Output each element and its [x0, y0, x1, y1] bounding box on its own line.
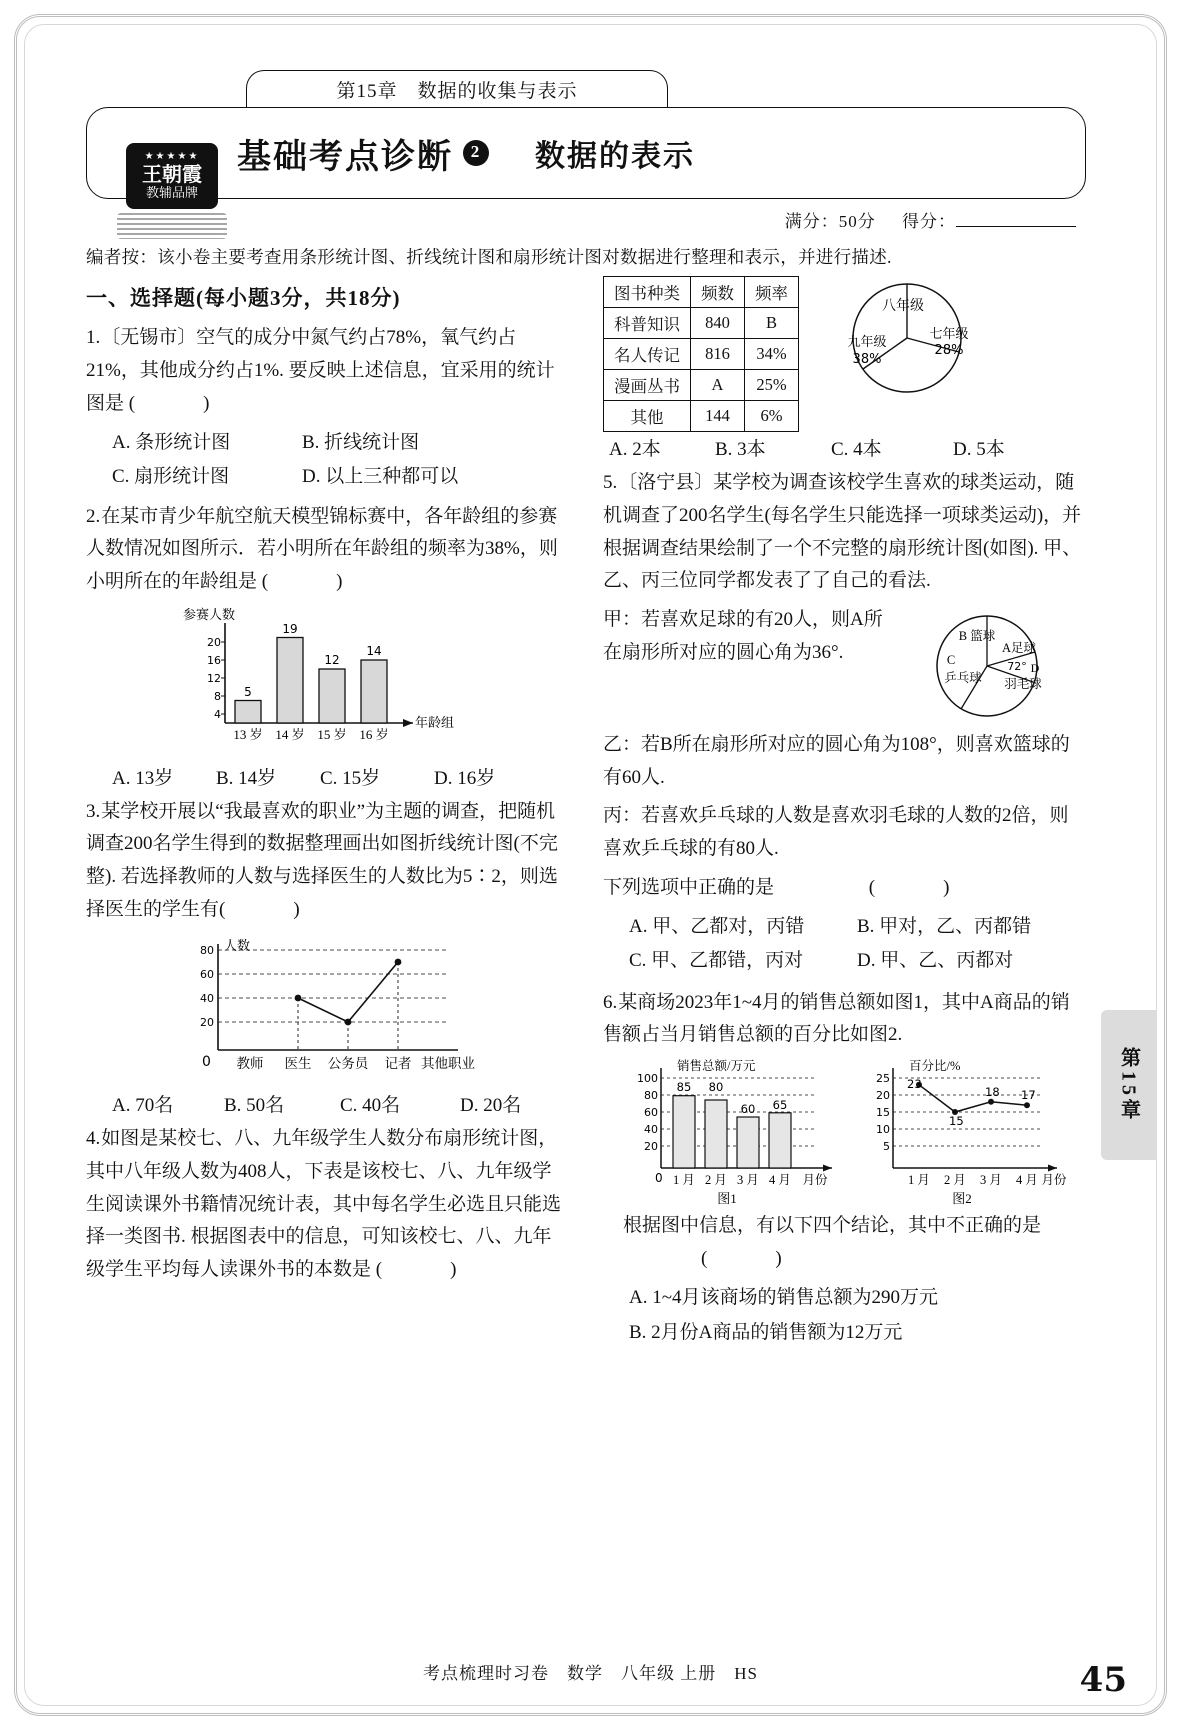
svg-text:8: 8 [213, 689, 221, 703]
svg-text:60: 60 [199, 968, 214, 982]
question-6-choices [603, 1281, 1086, 1349]
svg-text:10: 10 [876, 1123, 890, 1137]
table-cell-2-2: 25% [745, 370, 799, 401]
question-3-choice-c[interactable]: C. 40名 [340, 1095, 401, 1117]
pie-chart-grades [811, 276, 1006, 406]
question-3-choice-b[interactable]: B. 50名 [224, 1095, 285, 1117]
svg-text:医生: 医生 [284, 1056, 311, 1072]
question-5-line-1: 甲：若喜欢足球的有20人，则A所在扇形所对应的圆心角为36°. [603, 608, 883, 663]
page-title-number: 2 [463, 140, 489, 166]
table-cell-1-2: 34% [745, 339, 799, 370]
question-6-text: 某商场2023年1~4月的销售总额如图1，其中A商品的销售额占当月销售总额的百分比如图2. [603, 991, 1070, 1046]
bar-chart-q2 [163, 605, 493, 755]
score-full: 满分：50分 [784, 212, 876, 231]
svg-text:28%: 28% [934, 343, 964, 359]
svg-text:80: 80 [199, 944, 214, 958]
svg-text:18: 18 [985, 1085, 1000, 1100]
svg-text:12: 12 [323, 652, 340, 667]
svg-text:60: 60 [644, 1106, 658, 1120]
question-4-choice-d[interactable]: D. 5本 [953, 439, 1005, 461]
table-cell-1-0: 名人传记 [604, 339, 691, 370]
svg-text:23: 23 [907, 1077, 922, 1092]
left-column [86, 276, 569, 1349]
svg-text:13 岁: 13 岁 [232, 726, 263, 742]
table-cell-0-0: 科普知识 [604, 308, 691, 339]
question-2-choices [86, 763, 569, 790]
table-header-2: 频率 [745, 277, 799, 308]
brand-sub: 教辅品牌 [145, 184, 198, 200]
svg-text:15 岁: 15 岁 [316, 726, 347, 742]
svg-text:19: 19 [281, 621, 298, 636]
editor-note: 编者按：该小卷主要考查用条形统计图、折线统计图和扇形统计图对数据进行整理和表示，并进行描述. [86, 247, 892, 267]
svg-text:60: 60 [740, 1102, 756, 1117]
svg-text:年龄组: 年龄组 [414, 714, 454, 730]
score-get-label: 得分： [902, 212, 956, 231]
table-row [604, 401, 799, 432]
svg-text:80: 80 [644, 1089, 658, 1103]
page-title [237, 129, 695, 178]
question-5-choices [603, 910, 1086, 978]
question-5-line-4 [603, 872, 1086, 905]
table-cell-1-1: 816 [691, 339, 745, 370]
brand-badge [107, 136, 237, 246]
question-3-text: 某学校开展以“我最喜欢的职业”为主题的调查，把随机调查200名学生得到的数据整理画出如图折线统计图(不完整). 若选择教师的人数与选择医生的人数比为5∶2，则选择医生的学生有 [86, 800, 558, 920]
svg-text:乒乓球: 乒乓球 [944, 670, 982, 685]
figure-q4-group [603, 276, 1086, 432]
table-header-row [604, 277, 799, 308]
question-6-choice-b[interactable]: B. 2月份A商品的销售额为12万元 [629, 1321, 903, 1343]
title-bar [86, 107, 1086, 199]
worksheet [86, 70, 1086, 1350]
figure-q2-bar-chart [86, 605, 569, 755]
question-3-choice-d[interactable]: D. 20名 [460, 1095, 522, 1117]
question-1-choice-d[interactable]: D. 以上三种都可以 [302, 466, 459, 488]
question-5-text: 某学校为调查该校学生喜欢的球类运动，随机调查了200名学生(每名学生只能选择一项球类运动)，并根据调查结果绘制了一个不完整的扇形统计图(如图). 甲、乙、丙三位同学都发表了了自己的看法. [603, 472, 1082, 592]
line-chart-percentage [857, 1058, 1072, 1208]
page-number: 45 [1079, 1660, 1127, 1700]
svg-text:14 岁: 14 岁 [274, 726, 305, 742]
question-6-number: 6. [603, 991, 618, 1013]
question-2-choice-b[interactable]: B. 14岁 [216, 767, 277, 789]
svg-text:20: 20 [876, 1089, 890, 1103]
svg-text:17: 17 [1021, 1088, 1036, 1103]
svg-text:2 月: 2 月 [705, 1173, 727, 1188]
svg-text:销售总额/万元: 销售总额/万元 [677, 1059, 756, 1074]
svg-text:40: 40 [644, 1123, 658, 1137]
right-column [603, 276, 1086, 1349]
table-cell-3-1: 144 [691, 401, 745, 432]
question-1-choice-c[interactable]: C. 扇形统计图 [112, 466, 230, 488]
brand-stars: ★★★★★ [144, 151, 200, 163]
question-4 [86, 1123, 569, 1286]
figure-q3-line-chart [86, 932, 569, 1082]
page-subtitle: 数据的表示 [535, 140, 695, 173]
question-5-choice-d[interactable]: D. 甲、乙、丙都对 [857, 950, 1014, 972]
question-2-answer-blank[interactable]: ( ) [261, 570, 353, 592]
question-5-line-4-text: 下列选项中正确的是 [603, 876, 775, 898]
question-3-answer-blank[interactable]: ( ) [219, 898, 310, 920]
svg-text:20: 20 [206, 635, 221, 649]
question-2-number: 2. [86, 505, 101, 527]
question-2-choice-d[interactable]: D. 16岁 [434, 767, 496, 789]
page-footer: 考点梳理时习卷 数学 八年级 上册 HS [423, 1664, 758, 1683]
question-5-choice-b[interactable]: B. 甲对，乙、丙都错 [857, 916, 1032, 938]
brand-seal [126, 143, 218, 209]
question-1-answer-blank[interactable]: ( ) [128, 392, 220, 414]
svg-text:38%: 38% [852, 352, 882, 368]
question-5-answer-blank[interactable]: ( ) [868, 876, 960, 898]
question-2 [86, 501, 569, 599]
question-3 [86, 796, 569, 927]
question-4-choices [603, 434, 1086, 461]
score-get-blank[interactable] [956, 226, 1076, 227]
question-5-line-3: 丙：若喜欢乒乓球的人数是喜欢羽毛球的人数的2倍，则喜欢乒乓球的有80人. [603, 805, 1069, 859]
svg-text:100: 100 [637, 1072, 658, 1086]
svg-text:16: 16 [206, 653, 221, 667]
svg-text:图1: 图1 [717, 1191, 737, 1207]
question-5 [603, 467, 1086, 598]
book-table [603, 276, 799, 432]
question-4-choice-b[interactable]: B. 3本 [715, 439, 766, 461]
table-cell-3-2: 6% [745, 401, 799, 432]
question-2-choice-c[interactable]: C. 15岁 [320, 767, 381, 789]
question-5-choice-a[interactable]: A. 甲、乙都对，丙错 [629, 916, 805, 938]
svg-text:人数: 人数 [223, 938, 250, 954]
svg-text:15: 15 [876, 1106, 890, 1120]
svg-text:4 月: 4 月 [769, 1173, 791, 1188]
question-1-text: 空气的成分中氮气约占78%，氧气约占21%，其他成分约占1%. 要反映上述信息，宜采用的统计图是 [86, 327, 555, 414]
svg-text:40: 40 [199, 992, 214, 1006]
question-5-line-2: 乙：若B所在扇形所对应的圆心角为108°，则喜欢篮球的有60人. [603, 733, 1070, 788]
table-header-1: 频数 [691, 277, 745, 308]
svg-text:3 月: 3 月 [737, 1173, 759, 1188]
table-cell-2-0: 漫画丛书 [604, 370, 691, 401]
question-1-choices [86, 426, 569, 494]
question-4-number: 4. [86, 1128, 101, 1150]
question-5-choice-c[interactable]: C. 甲、乙都错，丙对 [629, 950, 804, 972]
svg-text:65: 65 [772, 1098, 788, 1113]
svg-text:1 月: 1 月 [908, 1173, 930, 1188]
svg-text:4 月: 4 月 [1016, 1173, 1038, 1188]
question-1-number: 1. [86, 327, 101, 349]
svg-text:1 月: 1 月 [673, 1173, 695, 1188]
line-chart-q3 [158, 932, 498, 1082]
svg-text:C: C [946, 652, 956, 667]
question-4-text: 如图是某校七、八、九年级学生人数分布扇形统计图，其中八年级人数为408人，下表是该校七、八、九年级学生阅读课外书籍情况统计表，其中每名学生必选且只能选择一类图书. 根据图表中的信息，可知该校七、八、九年级学生平均每人读课外书的本数是 [86, 1128, 562, 1281]
svg-text:20: 20 [644, 1140, 658, 1154]
section-title: 一、选择题(每小题3分，共18分) [86, 286, 401, 311]
chapter-tab-label: 第15章 数据的收集与表示 [336, 80, 578, 102]
svg-text:0: 0 [655, 1171, 663, 1186]
table-row [604, 308, 799, 339]
question-1-choice-a[interactable]: A. 条形统计图 [112, 432, 231, 454]
svg-text:25: 25 [876, 1072, 890, 1086]
svg-text:15: 15 [949, 1114, 964, 1129]
chapter-tab [246, 70, 668, 107]
question-1-choice-b[interactable]: B. 折线统计图 [302, 432, 420, 454]
svg-text:85: 85 [676, 1080, 692, 1095]
figure-q6-group [603, 1058, 1086, 1208]
svg-text:教师: 教师 [236, 1056, 263, 1072]
svg-text:12: 12 [206, 671, 221, 685]
table-row [604, 339, 799, 370]
svg-text:记者: 记者 [384, 1056, 411, 1072]
page-title-text: 基础考点诊断 [237, 138, 453, 176]
question-6-choice-a[interactable]: A. 1~4月该商场的销售总额为290万元 [629, 1287, 939, 1309]
svg-text:5: 5 [883, 1140, 890, 1154]
svg-text:2 月: 2 月 [944, 1173, 966, 1188]
svg-text:20: 20 [199, 1016, 214, 1030]
svg-text:百分比/%: 百分比/% [909, 1059, 961, 1074]
question-5-number: 5. [603, 472, 618, 494]
svg-text:3 月: 3 月 [980, 1173, 1002, 1188]
svg-text:其他职业: 其他职业 [420, 1056, 475, 1072]
pie-chart-ball-sports [899, 604, 1079, 729]
svg-text:B 篮球: B 篮球 [958, 628, 996, 643]
side-chapter-label: 第15章 [1117, 1047, 1140, 1123]
question-6-line-1-text: 根据图中信息，有以下四个结论，其中不正确的是 [623, 1215, 1042, 1237]
question-1 [86, 322, 569, 420]
svg-text:参赛人数: 参赛人数 [182, 606, 235, 622]
brand-name: 王朝霞 [142, 161, 202, 186]
brand-wave-decoration [117, 213, 227, 239]
svg-text:公务员: 公务员 [327, 1056, 368, 1072]
svg-text:4: 4 [213, 707, 221, 721]
question-6-line-1 [603, 1210, 1086, 1275]
svg-text:16 岁: 16 岁 [358, 726, 389, 742]
svg-text:A足球: A足球 [1001, 640, 1037, 655]
table-row [604, 370, 799, 401]
svg-text:八年级: 八年级 [882, 299, 924, 315]
question-4-choice-a[interactable]: A. 2本 [609, 439, 661, 461]
svg-text:月份: 月份 [802, 1173, 828, 1188]
question-4-choice-c[interactable]: C. 4本 [831, 439, 882, 461]
question-6 [603, 987, 1086, 1052]
table-cell-0-2: B [745, 308, 799, 339]
question-1-tag: 〔无锡市〕 [101, 327, 197, 349]
question-6-answer-blank[interactable]: ( ) [701, 1247, 792, 1269]
svg-text:D: D [1030, 660, 1040, 675]
table-header-0: 图书种类 [604, 277, 691, 308]
svg-text:七年级: 七年级 [929, 326, 969, 342]
question-5-tag: 〔洛宁县〕 [618, 472, 714, 494]
svg-text:80: 80 [708, 1080, 724, 1095]
table-cell-2-1: A [691, 370, 745, 401]
question-3-choices [86, 1090, 569, 1117]
table-cell-3-0: 其他 [604, 401, 691, 432]
svg-text:72°: 72° [1007, 659, 1027, 673]
question-4-answer-blank[interactable]: ( ) [375, 1259, 467, 1281]
svg-text:0: 0 [201, 1054, 211, 1071]
question-3-choice-a[interactable]: A. 70名 [112, 1095, 174, 1117]
svg-text:羽毛球: 羽毛球 [1004, 676, 1042, 691]
question-3-number: 3. [86, 800, 101, 822]
svg-text:九年级: 九年级 [847, 334, 887, 350]
svg-text:5: 5 [243, 684, 252, 699]
svg-text:14: 14 [365, 643, 382, 658]
question-2-text: 在某市青少年航空航天模型锦标赛中，各年龄组的参赛人数情况如图所示．若小明所在年龄组的频率为38%，则小明所在的年龄组是 [86, 505, 558, 592]
bar-chart-sales-total [617, 1058, 847, 1208]
table-cell-0-1: 840 [691, 308, 745, 339]
question-5-body [603, 604, 1086, 729]
question-2-choice-a[interactable]: A. 13岁 [112, 767, 174, 789]
side-chapter-tab [1101, 1010, 1157, 1160]
svg-text:图2: 图2 [952, 1191, 972, 1207]
svg-text:月份: 月份 [1041, 1173, 1067, 1188]
